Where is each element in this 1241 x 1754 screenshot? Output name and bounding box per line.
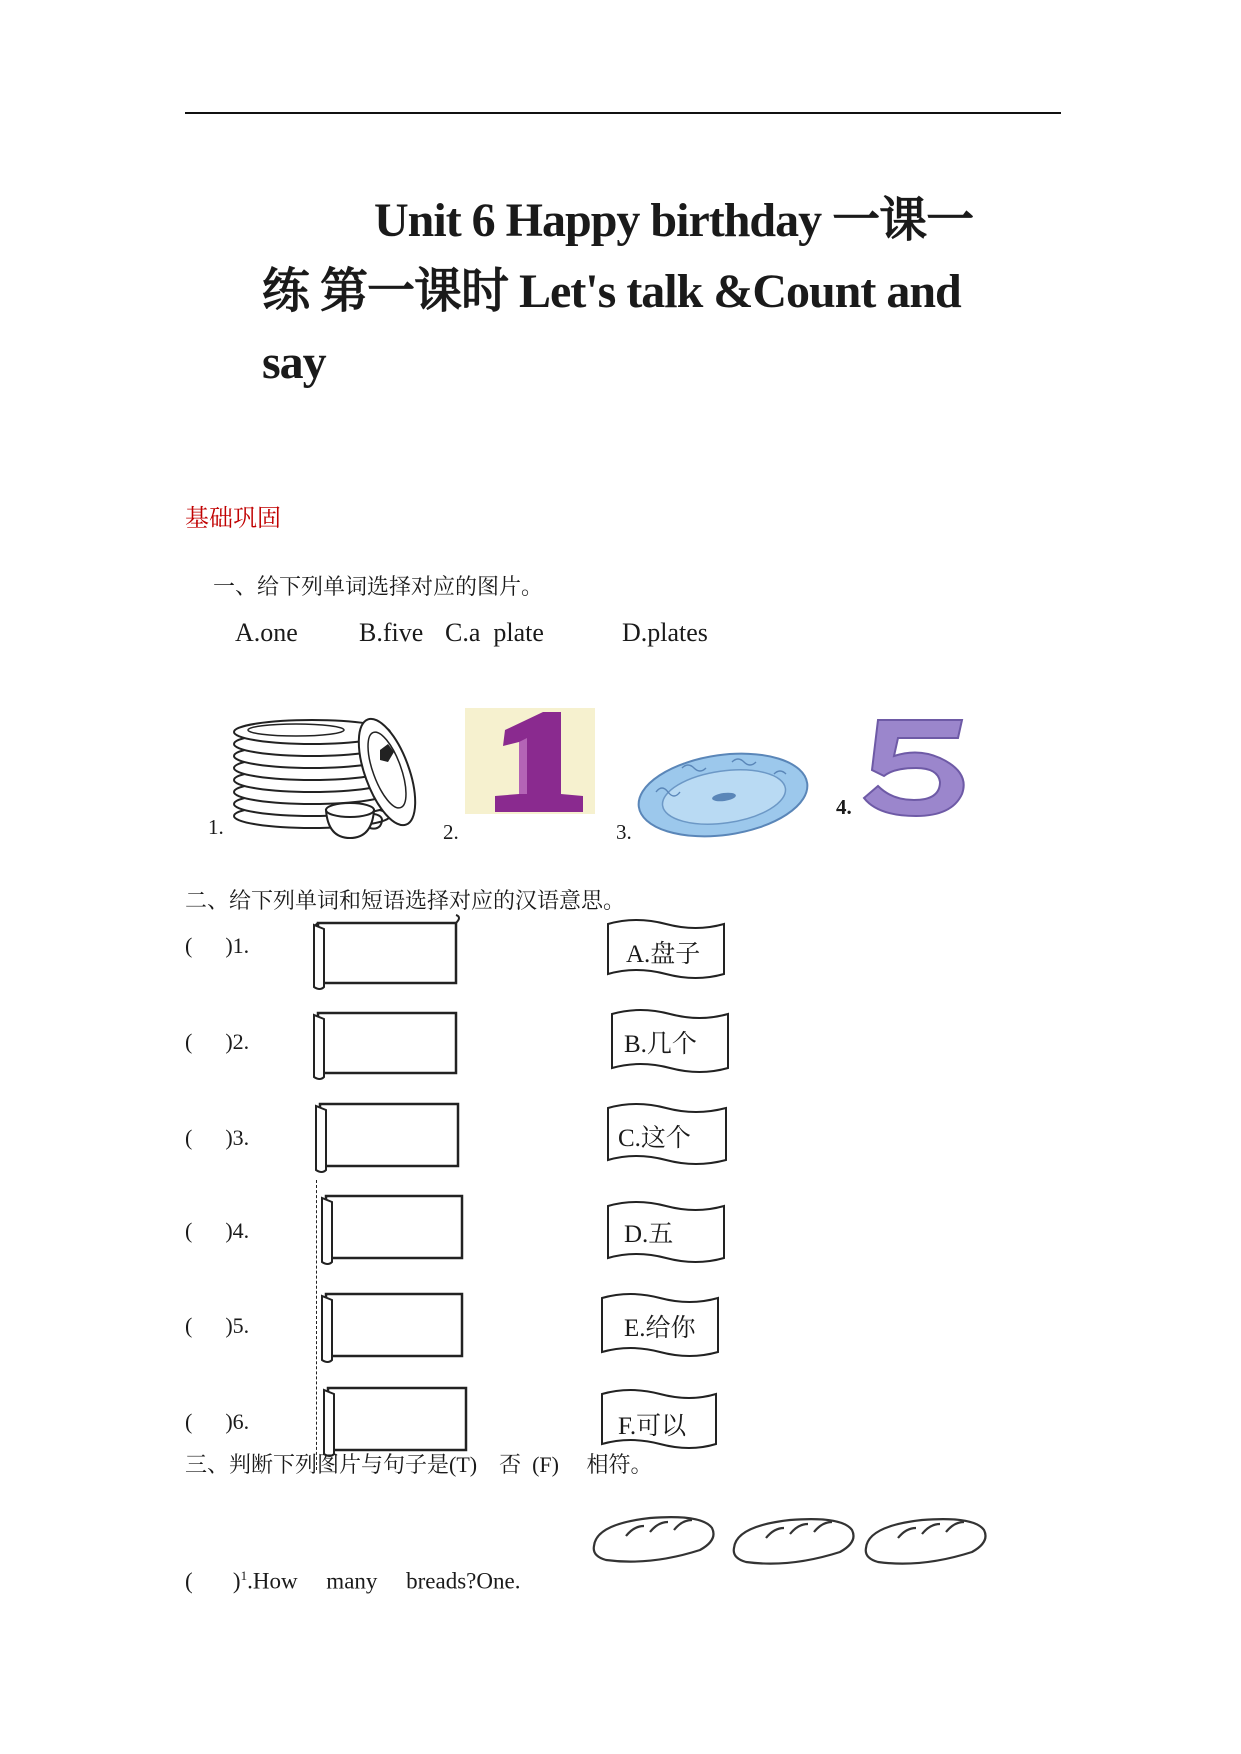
q2-row-2: ( )2. bbox=[185, 1029, 250, 1054]
q3-heading: 三、判断下列图片与句子是(T) 否 (F) 相符。 bbox=[185, 1452, 653, 1477]
word-scroll-3 bbox=[314, 1092, 464, 1172]
q2-row-5: ( )5. bbox=[185, 1313, 250, 1338]
meaning-b: B.几个 bbox=[624, 1031, 697, 1058]
section-heading: 基础巩固 bbox=[185, 506, 281, 532]
word-scroll-2 bbox=[312, 1005, 462, 1080]
scroll-guide-line bbox=[316, 1180, 318, 1470]
meaning-d: D.五 bbox=[624, 1221, 674, 1248]
q1-picture-number-1: 1. bbox=[208, 815, 224, 839]
q2-row-4: ( )4. bbox=[185, 1218, 250, 1243]
q1-heading: 一、给下列单词选择对应的图片。 bbox=[213, 574, 544, 599]
q2-row-1: ( )1. bbox=[185, 933, 250, 958]
q1-option-d: D.plates bbox=[622, 618, 708, 647]
meaning-a: A.盘子 bbox=[626, 941, 701, 968]
q1-option-b: B.five bbox=[359, 618, 424, 647]
digit-one-icon bbox=[465, 708, 595, 814]
blue-plate-icon bbox=[636, 752, 811, 838]
stack-of-plates-with-cup-icon bbox=[232, 710, 428, 840]
q1-option-a: A.one bbox=[235, 618, 298, 647]
word-scroll-5 bbox=[320, 1286, 470, 1366]
q1-picture-number-3: 3. bbox=[616, 820, 632, 844]
q2-row-6: ( )6. bbox=[185, 1409, 250, 1434]
q3-item-1-text: .How many breads?One. bbox=[247, 1568, 521, 1594]
q1-picture-number-2: 2. bbox=[443, 820, 459, 844]
meaning-e: E.给你 bbox=[624, 1315, 696, 1342]
title-line-2: 练 第一课时 Let's talk &Count and bbox=[262, 265, 961, 318]
q1-option-c: C.a plate bbox=[445, 618, 544, 647]
header-rule bbox=[185, 112, 1061, 114]
bread-icon bbox=[594, 1517, 714, 1562]
q1-picture-number-4: 4. bbox=[836, 795, 852, 819]
bread-icon bbox=[866, 1519, 986, 1564]
q3-item-1 bbox=[185, 1568, 520, 1595]
meaning-f: F.可以 bbox=[618, 1413, 687, 1440]
word-scroll-1 bbox=[312, 915, 462, 990]
meaning-c: C.这个 bbox=[618, 1125, 691, 1152]
bread-icon bbox=[734, 1519, 854, 1564]
title-line-1: Unit 6 Happy birthday 一课一 bbox=[374, 194, 974, 247]
page-title bbox=[262, 185, 1022, 398]
q2-row-3: ( )3. bbox=[185, 1125, 250, 1150]
q3-item-1-paren: ( ) bbox=[185, 1568, 241, 1594]
digit-five-icon bbox=[858, 716, 974, 816]
title-line-3: say bbox=[262, 336, 326, 389]
word-scroll-4 bbox=[320, 1188, 470, 1268]
bread-pictures bbox=[590, 1510, 990, 1566]
q2-heading: 二、给下列单词和短语选择对应的汉语意思。 bbox=[185, 888, 626, 913]
q3-item-1-number: 1 bbox=[240, 1568, 248, 1583]
